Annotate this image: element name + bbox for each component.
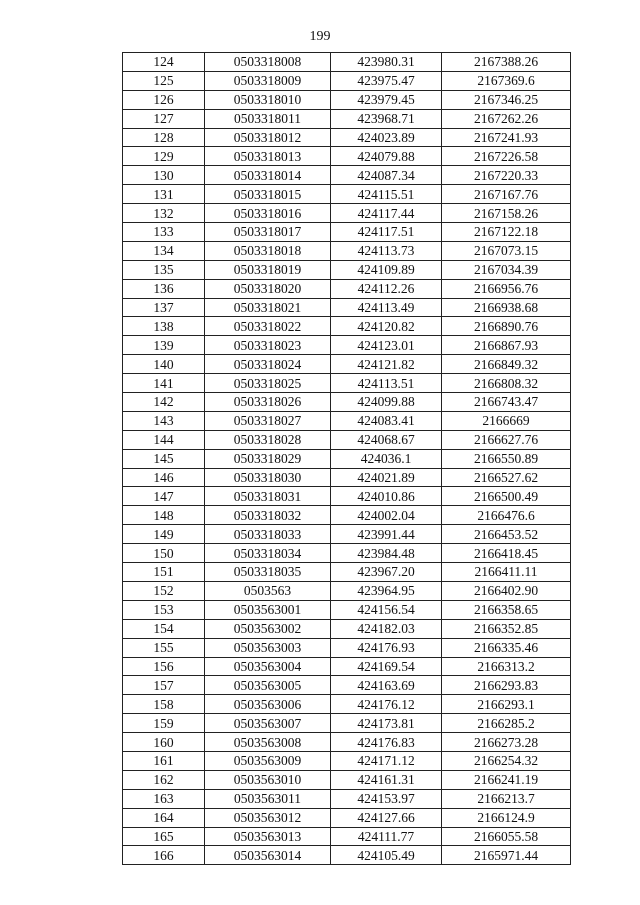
row-number-cell: 165: [123, 827, 205, 846]
row-number-cell: 147: [123, 487, 205, 506]
cadastral-number-cell: 0503318018: [205, 241, 331, 260]
y-coordinate-cell: 2166476.6: [442, 506, 571, 525]
y-coordinate-cell: 2166358.65: [442, 600, 571, 619]
row-number-cell: 152: [123, 581, 205, 600]
x-coordinate-cell: 423979.45: [331, 90, 442, 109]
row-number-cell: 126: [123, 90, 205, 109]
cadastral-number-cell: 0503563011: [205, 789, 331, 808]
row-number-cell: 145: [123, 449, 205, 468]
row-number-cell: 163: [123, 789, 205, 808]
cadastral-number-cell: 0503563003: [205, 638, 331, 657]
row-number-cell: 141: [123, 374, 205, 393]
x-coordinate-cell: 424120.82: [331, 317, 442, 336]
table-row: [123, 525, 571, 544]
y-coordinate-cell: 2167122.18: [442, 223, 571, 242]
cadastral-number-cell: 0503318010: [205, 90, 331, 109]
table-row: [123, 298, 571, 317]
y-coordinate-cell: 2167346.25: [442, 90, 571, 109]
row-number-cell: 146: [123, 468, 205, 487]
row-number-cell: 128: [123, 128, 205, 147]
cadastral-number-cell: 0503563009: [205, 751, 331, 770]
cadastral-number-cell: 0503318021: [205, 298, 331, 317]
x-coordinate-cell: 424115.51: [331, 185, 442, 204]
row-number-cell: 150: [123, 544, 205, 563]
table-row: [123, 733, 571, 752]
cadastral-number-cell: 0503318028: [205, 430, 331, 449]
cadastral-number-cell: 0503563007: [205, 714, 331, 733]
row-number-cell: 124: [123, 53, 205, 72]
table-row: [123, 355, 571, 374]
row-number-cell: 125: [123, 71, 205, 90]
y-coordinate-cell: 2165971.44: [442, 846, 571, 865]
row-number-cell: 157: [123, 676, 205, 695]
x-coordinate-cell: 424113.49: [331, 298, 442, 317]
y-coordinate-cell: 2166293.83: [442, 676, 571, 695]
y-coordinate-cell: 2167034.39: [442, 260, 571, 279]
x-coordinate-cell: 424173.81: [331, 714, 442, 733]
y-coordinate-cell: 2166743.47: [442, 393, 571, 412]
y-coordinate-cell: 2166627.76: [442, 430, 571, 449]
y-coordinate-cell: 2166213.7: [442, 789, 571, 808]
x-coordinate-cell: 424112.26: [331, 279, 442, 298]
cadastral-number-cell: 0503318034: [205, 544, 331, 563]
table-row: [123, 279, 571, 298]
cadastral-number-cell: 0503318011: [205, 109, 331, 128]
table-row: [123, 676, 571, 695]
row-number-cell: 149: [123, 525, 205, 544]
y-coordinate-cell: 2166352.85: [442, 619, 571, 638]
table-row: [123, 487, 571, 506]
x-coordinate-cell: 424171.12: [331, 751, 442, 770]
row-number-cell: 134: [123, 241, 205, 260]
x-coordinate-cell: 424153.97: [331, 789, 442, 808]
x-coordinate-cell: 424099.88: [331, 393, 442, 412]
y-coordinate-cell: 2166402.90: [442, 581, 571, 600]
x-coordinate-cell: 423968.71: [331, 109, 442, 128]
row-number-cell: 153: [123, 600, 205, 619]
row-number-cell: 130: [123, 166, 205, 185]
cadastral-number-cell: 0503318014: [205, 166, 331, 185]
table-row: [123, 185, 571, 204]
cadastral-number-cell: 0503318035: [205, 563, 331, 582]
row-number-cell: 127: [123, 109, 205, 128]
table-row: [123, 563, 571, 582]
y-coordinate-cell: 2166956.76: [442, 279, 571, 298]
row-number-cell: 156: [123, 657, 205, 676]
x-coordinate-cell: 423991.44: [331, 525, 442, 544]
row-number-cell: 154: [123, 619, 205, 638]
x-coordinate-cell: 423967.20: [331, 563, 442, 582]
table-row: [123, 449, 571, 468]
x-coordinate-cell: 424068.67: [331, 430, 442, 449]
y-coordinate-cell: 2167220.33: [442, 166, 571, 185]
cadastral-number-cell: 0503318030: [205, 468, 331, 487]
table-row: [123, 695, 571, 714]
y-coordinate-cell: 2166808.32: [442, 374, 571, 393]
y-coordinate-cell: 2166285.2: [442, 714, 571, 733]
x-coordinate-cell: 424109.89: [331, 260, 442, 279]
row-number-cell: 164: [123, 808, 205, 827]
x-coordinate-cell: 424121.82: [331, 355, 442, 374]
row-number-cell: 159: [123, 714, 205, 733]
table-row: [123, 53, 571, 72]
y-coordinate-cell: 2166890.76: [442, 317, 571, 336]
table-row: [123, 714, 571, 733]
x-coordinate-cell: 424117.44: [331, 204, 442, 223]
table-row: [123, 90, 571, 109]
cadastral-number-cell: 0503318009: [205, 71, 331, 90]
x-coordinate-cell: 424083.41: [331, 411, 442, 430]
cadastral-number-cell: 0503563014: [205, 846, 331, 865]
cadastral-number-cell: 0503563012: [205, 808, 331, 827]
cadastral-number-cell: 0503318026: [205, 393, 331, 412]
x-coordinate-cell: 424021.89: [331, 468, 442, 487]
cadastral-number-cell: 0503318017: [205, 223, 331, 242]
cadastral-number-cell: 0503563001: [205, 600, 331, 619]
cadastral-number-cell: 0503318022: [205, 317, 331, 336]
table-row: [123, 619, 571, 638]
coordinates-table: [122, 52, 571, 865]
y-coordinate-cell: 2166849.32: [442, 355, 571, 374]
x-coordinate-cell: 424036.1: [331, 449, 442, 468]
row-number-cell: 133: [123, 223, 205, 242]
table-row: [123, 241, 571, 260]
y-coordinate-cell: 2166500.49: [442, 487, 571, 506]
table-row: [123, 544, 571, 563]
y-coordinate-cell: 2166241.19: [442, 770, 571, 789]
table-row: [123, 71, 571, 90]
x-coordinate-cell: 424127.66: [331, 808, 442, 827]
table-row: [123, 411, 571, 430]
table-body: [123, 53, 571, 865]
y-coordinate-cell: 2167262.26: [442, 109, 571, 128]
cadastral-number-cell: 0503318020: [205, 279, 331, 298]
row-number-cell: 155: [123, 638, 205, 657]
row-number-cell: 131: [123, 185, 205, 204]
y-coordinate-cell: 2167073.15: [442, 241, 571, 260]
y-coordinate-cell: 2166273.28: [442, 733, 571, 752]
cadastral-number-cell: 0503318027: [205, 411, 331, 430]
x-coordinate-cell: 424002.04: [331, 506, 442, 525]
cadastral-number-cell: 0503563004: [205, 657, 331, 676]
cadastral-number-cell: 0503318031: [205, 487, 331, 506]
row-number-cell: 144: [123, 430, 205, 449]
cadastral-number-cell: 0503318032: [205, 506, 331, 525]
cadastral-number-cell: 0503318029: [205, 449, 331, 468]
x-coordinate-cell: 424087.34: [331, 166, 442, 185]
row-number-cell: 139: [123, 336, 205, 355]
x-coordinate-cell: 424010.86: [331, 487, 442, 506]
x-coordinate-cell: 424182.03: [331, 619, 442, 638]
row-number-cell: 143: [123, 411, 205, 430]
x-coordinate-cell: 424117.51: [331, 223, 442, 242]
y-coordinate-cell: 2166335.46: [442, 638, 571, 657]
y-coordinate-cell: 2166293.1: [442, 695, 571, 714]
table-row: [123, 317, 571, 336]
x-coordinate-cell: 424176.83: [331, 733, 442, 752]
x-coordinate-cell: 424161.31: [331, 770, 442, 789]
y-coordinate-cell: 2166313.2: [442, 657, 571, 676]
row-number-cell: 129: [123, 147, 205, 166]
row-number-cell: 140: [123, 355, 205, 374]
row-number-cell: 136: [123, 279, 205, 298]
table-row: [123, 109, 571, 128]
table-row: [123, 260, 571, 279]
row-number-cell: 137: [123, 298, 205, 317]
x-coordinate-cell: 424156.54: [331, 600, 442, 619]
table-row: [123, 393, 571, 412]
y-coordinate-cell: 2167226.58: [442, 147, 571, 166]
y-coordinate-cell: 2166550.89: [442, 449, 571, 468]
y-coordinate-cell: 2166254.32: [442, 751, 571, 770]
cadastral-number-cell: 0503563010: [205, 770, 331, 789]
y-coordinate-cell: 2166453.52: [442, 525, 571, 544]
table-row: [123, 147, 571, 166]
cadastral-number-cell: 0503318012: [205, 128, 331, 147]
row-number-cell: 135: [123, 260, 205, 279]
y-coordinate-cell: 2166669: [442, 411, 571, 430]
table-row: [123, 789, 571, 808]
y-coordinate-cell: 2167388.26: [442, 53, 571, 72]
x-coordinate-cell: 424111.77: [331, 827, 442, 846]
cadastral-number-cell: 0503318008: [205, 53, 331, 72]
page-number: 199: [309, 29, 331, 44]
cadastral-number-cell: 0503318024: [205, 355, 331, 374]
row-number-cell: 148: [123, 506, 205, 525]
cadastral-number-cell: 0503318013: [205, 147, 331, 166]
row-number-cell: 161: [123, 751, 205, 770]
x-coordinate-cell: 424176.12: [331, 695, 442, 714]
table-row: [123, 128, 571, 147]
row-number-cell: 151: [123, 563, 205, 582]
cadastral-number-cell: 0503318023: [205, 336, 331, 355]
x-coordinate-cell: 424163.69: [331, 676, 442, 695]
cadastral-number-cell: 0503563: [205, 581, 331, 600]
table-row: [123, 506, 571, 525]
x-coordinate-cell: 424079.88: [331, 147, 442, 166]
y-coordinate-cell: 2167369.6: [442, 71, 571, 90]
table-row: [123, 204, 571, 223]
y-coordinate-cell: 2167167.76: [442, 185, 571, 204]
table-row: [123, 846, 571, 865]
table-row: [123, 430, 571, 449]
table-row: [123, 336, 571, 355]
table-row: [123, 808, 571, 827]
table-row: [123, 770, 571, 789]
y-coordinate-cell: 2167158.26: [442, 204, 571, 223]
row-number-cell: 158: [123, 695, 205, 714]
table-row: [123, 223, 571, 242]
table-row: [123, 468, 571, 487]
cadastral-number-cell: 0503563006: [205, 695, 331, 714]
x-coordinate-cell: 423980.31: [331, 53, 442, 72]
x-coordinate-cell: 424105.49: [331, 846, 442, 865]
y-coordinate-cell: 2166938.68: [442, 298, 571, 317]
row-number-cell: 142: [123, 393, 205, 412]
x-coordinate-cell: 423975.47: [331, 71, 442, 90]
x-coordinate-cell: 424123.01: [331, 336, 442, 355]
table-row: [123, 600, 571, 619]
y-coordinate-cell: 2166124.9: [442, 808, 571, 827]
row-number-cell: 166: [123, 846, 205, 865]
y-coordinate-cell: 2166411.11: [442, 563, 571, 582]
cadastral-number-cell: 0503563002: [205, 619, 331, 638]
y-coordinate-cell: 2166418.45: [442, 544, 571, 563]
table-row: [123, 374, 571, 393]
cadastral-number-cell: 0503563013: [205, 827, 331, 846]
x-coordinate-cell: 423984.48: [331, 544, 442, 563]
row-number-cell: 160: [123, 733, 205, 752]
cadastral-number-cell: 0503563005: [205, 676, 331, 695]
y-coordinate-cell: 2166055.58: [442, 827, 571, 846]
y-coordinate-cell: 2166527.62: [442, 468, 571, 487]
table-row: [123, 751, 571, 770]
y-coordinate-cell: 2167241.93: [442, 128, 571, 147]
table-row: [123, 827, 571, 846]
x-coordinate-cell: 424113.73: [331, 241, 442, 260]
table-row: [123, 657, 571, 676]
x-coordinate-cell: 424113.51: [331, 374, 442, 393]
cadastral-number-cell: 0503318033: [205, 525, 331, 544]
cadastral-number-cell: 0503318025: [205, 374, 331, 393]
table-row: [123, 638, 571, 657]
row-number-cell: 138: [123, 317, 205, 336]
x-coordinate-cell: 423964.95: [331, 581, 442, 600]
table-row: [123, 166, 571, 185]
cadastral-number-cell: 0503318019: [205, 260, 331, 279]
cadastral-number-cell: 0503318015: [205, 185, 331, 204]
row-number-cell: 132: [123, 204, 205, 223]
table-row: [123, 581, 571, 600]
cadastral-number-cell: 0503563008: [205, 733, 331, 752]
x-coordinate-cell: 424176.93: [331, 638, 442, 657]
row-number-cell: 162: [123, 770, 205, 789]
y-coordinate-cell: 2166867.93: [442, 336, 571, 355]
x-coordinate-cell: 424169.54: [331, 657, 442, 676]
cadastral-number-cell: 0503318016: [205, 204, 331, 223]
x-coordinate-cell: 424023.89: [331, 128, 442, 147]
